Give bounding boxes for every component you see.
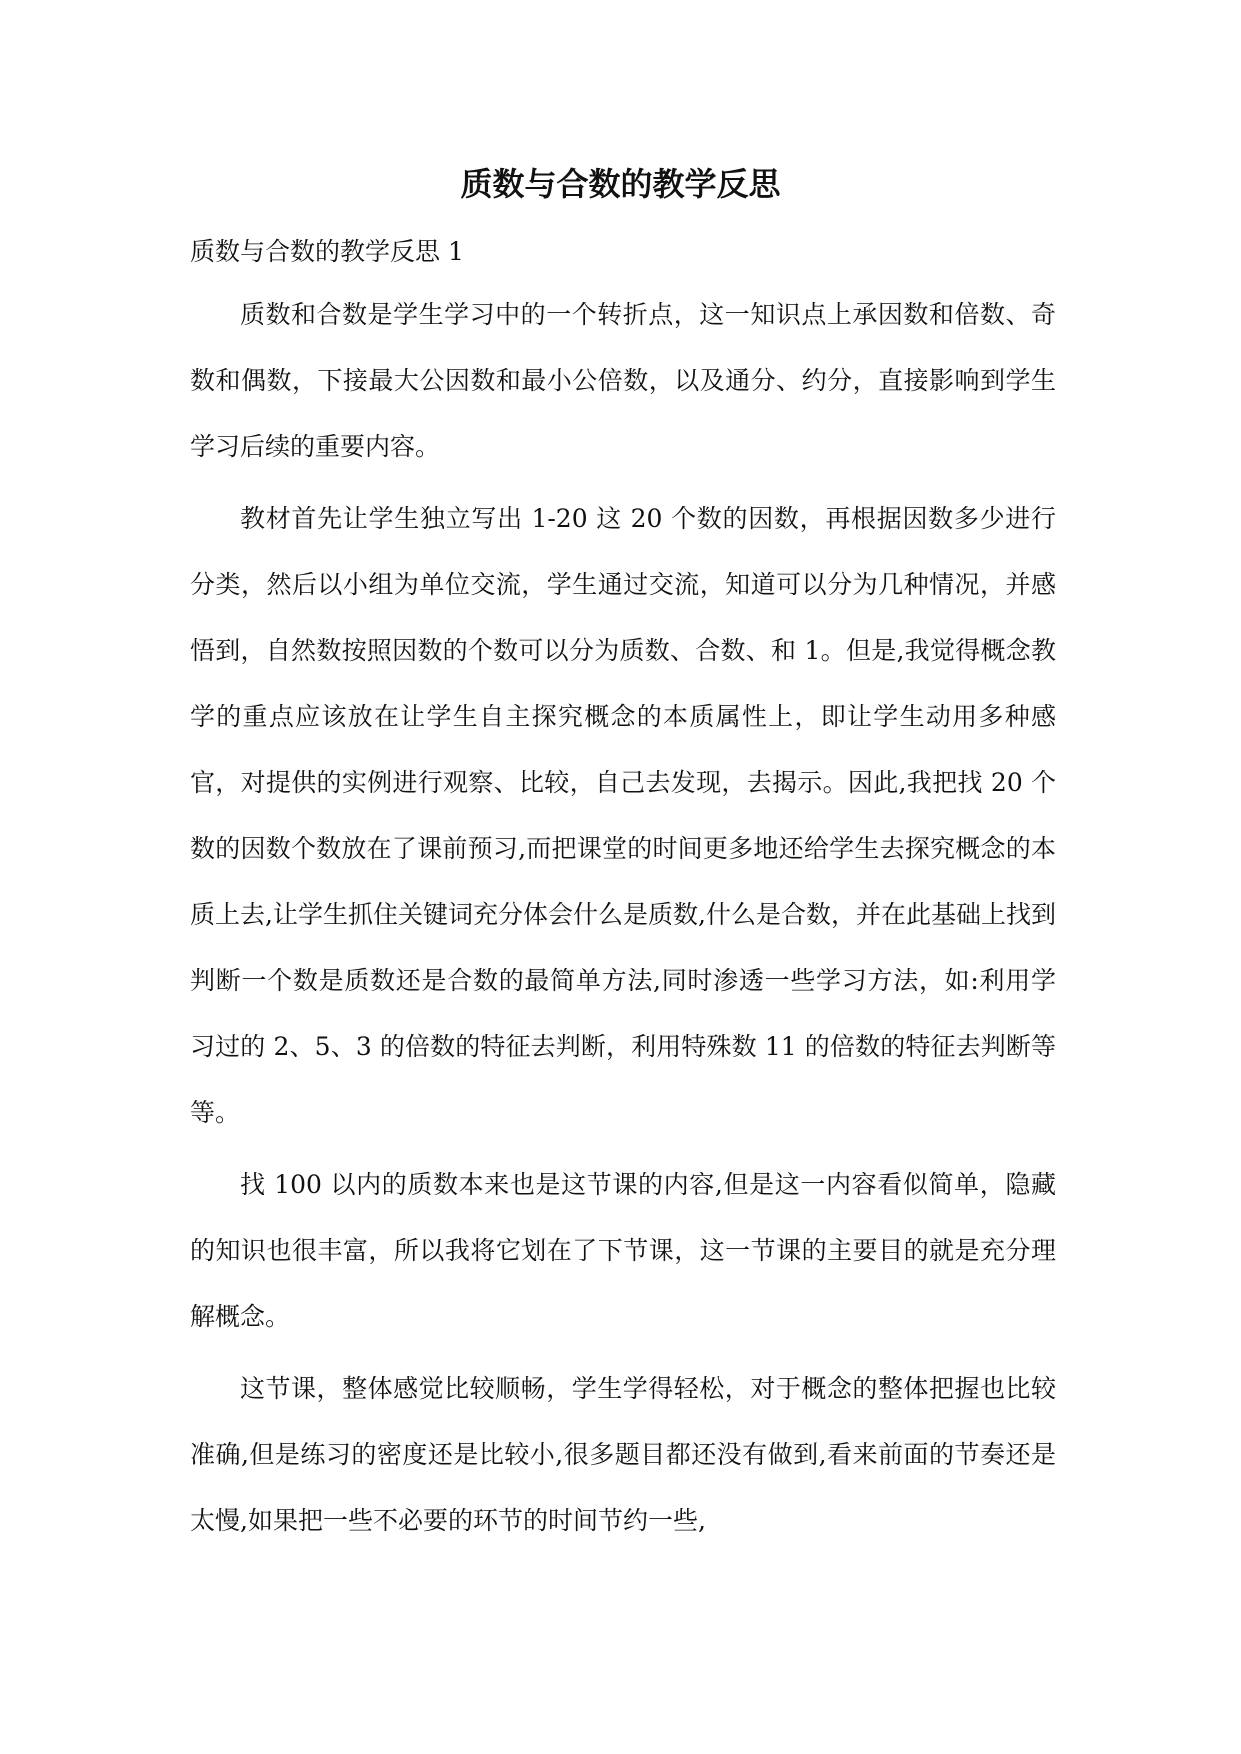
paragraph-3: 找 100 以内的质数本来也是这节课的内容,但是这一内容看似简单，隐藏的知识也很丰富，所以我将它划在了下节课，这一节课的主要目的就是充分理解概念。 bbox=[190, 1170, 1056, 1331]
paragraph-1: 质数和合数是学生学习中的一个转折点，这一知识点上承因数和倍数、奇数和偶数，下接最大公因数和最小公倍数，以及通分、约分，直接影响到学生学习后续的重要内容。 bbox=[190, 300, 1056, 461]
paragraph-2: 教材首先让学生独立写出 1-20 这 20 个数的因数，再根据因数多少进行分类，然后以小组为单位交流，学生通过交流，知道可以分为几种情况，并感悟到，自然数按照因数的个数可以分为质数、合数、和 1。但是,我觉得概念教学的重点应该放在让学生自主探究概念的本质属性上，即让学生动用多种感官，对提供的实例进行观察、比较，自己去发现，去揭示。因此,我把找 20 个数的因数个数放在了课前预习,而把课堂的时间更多地还给学生去探究概念的本质上去,让学生抓住关键词充分体会什么是质数,什么是合数，并在此基础上找到判断一个数是质数还是合数的最简单方法,同时渗透一些学习方法，如:利用学习过的 2、5、3 的倍数的特征去判断，利用特殊数 11 的倍数的特征去判断等等。 bbox=[190, 504, 1057, 1127]
document-body bbox=[190, 282, 1056, 1560]
paragraph-4: 这节课，整体感觉比较顺畅，学生学得轻松，对于概念的整体把握也比较准确,但是练习的密度还是比较小,很多题目都还没有做到,看来前面的节奏还是太慢,如果把一些不必要的环节的时间节约一些, bbox=[190, 1374, 1056, 1535]
section-heading: 质数与合数的教学反思 1 bbox=[190, 237, 464, 266]
document-title: 质数与合数的教学反思 bbox=[460, 165, 781, 203]
